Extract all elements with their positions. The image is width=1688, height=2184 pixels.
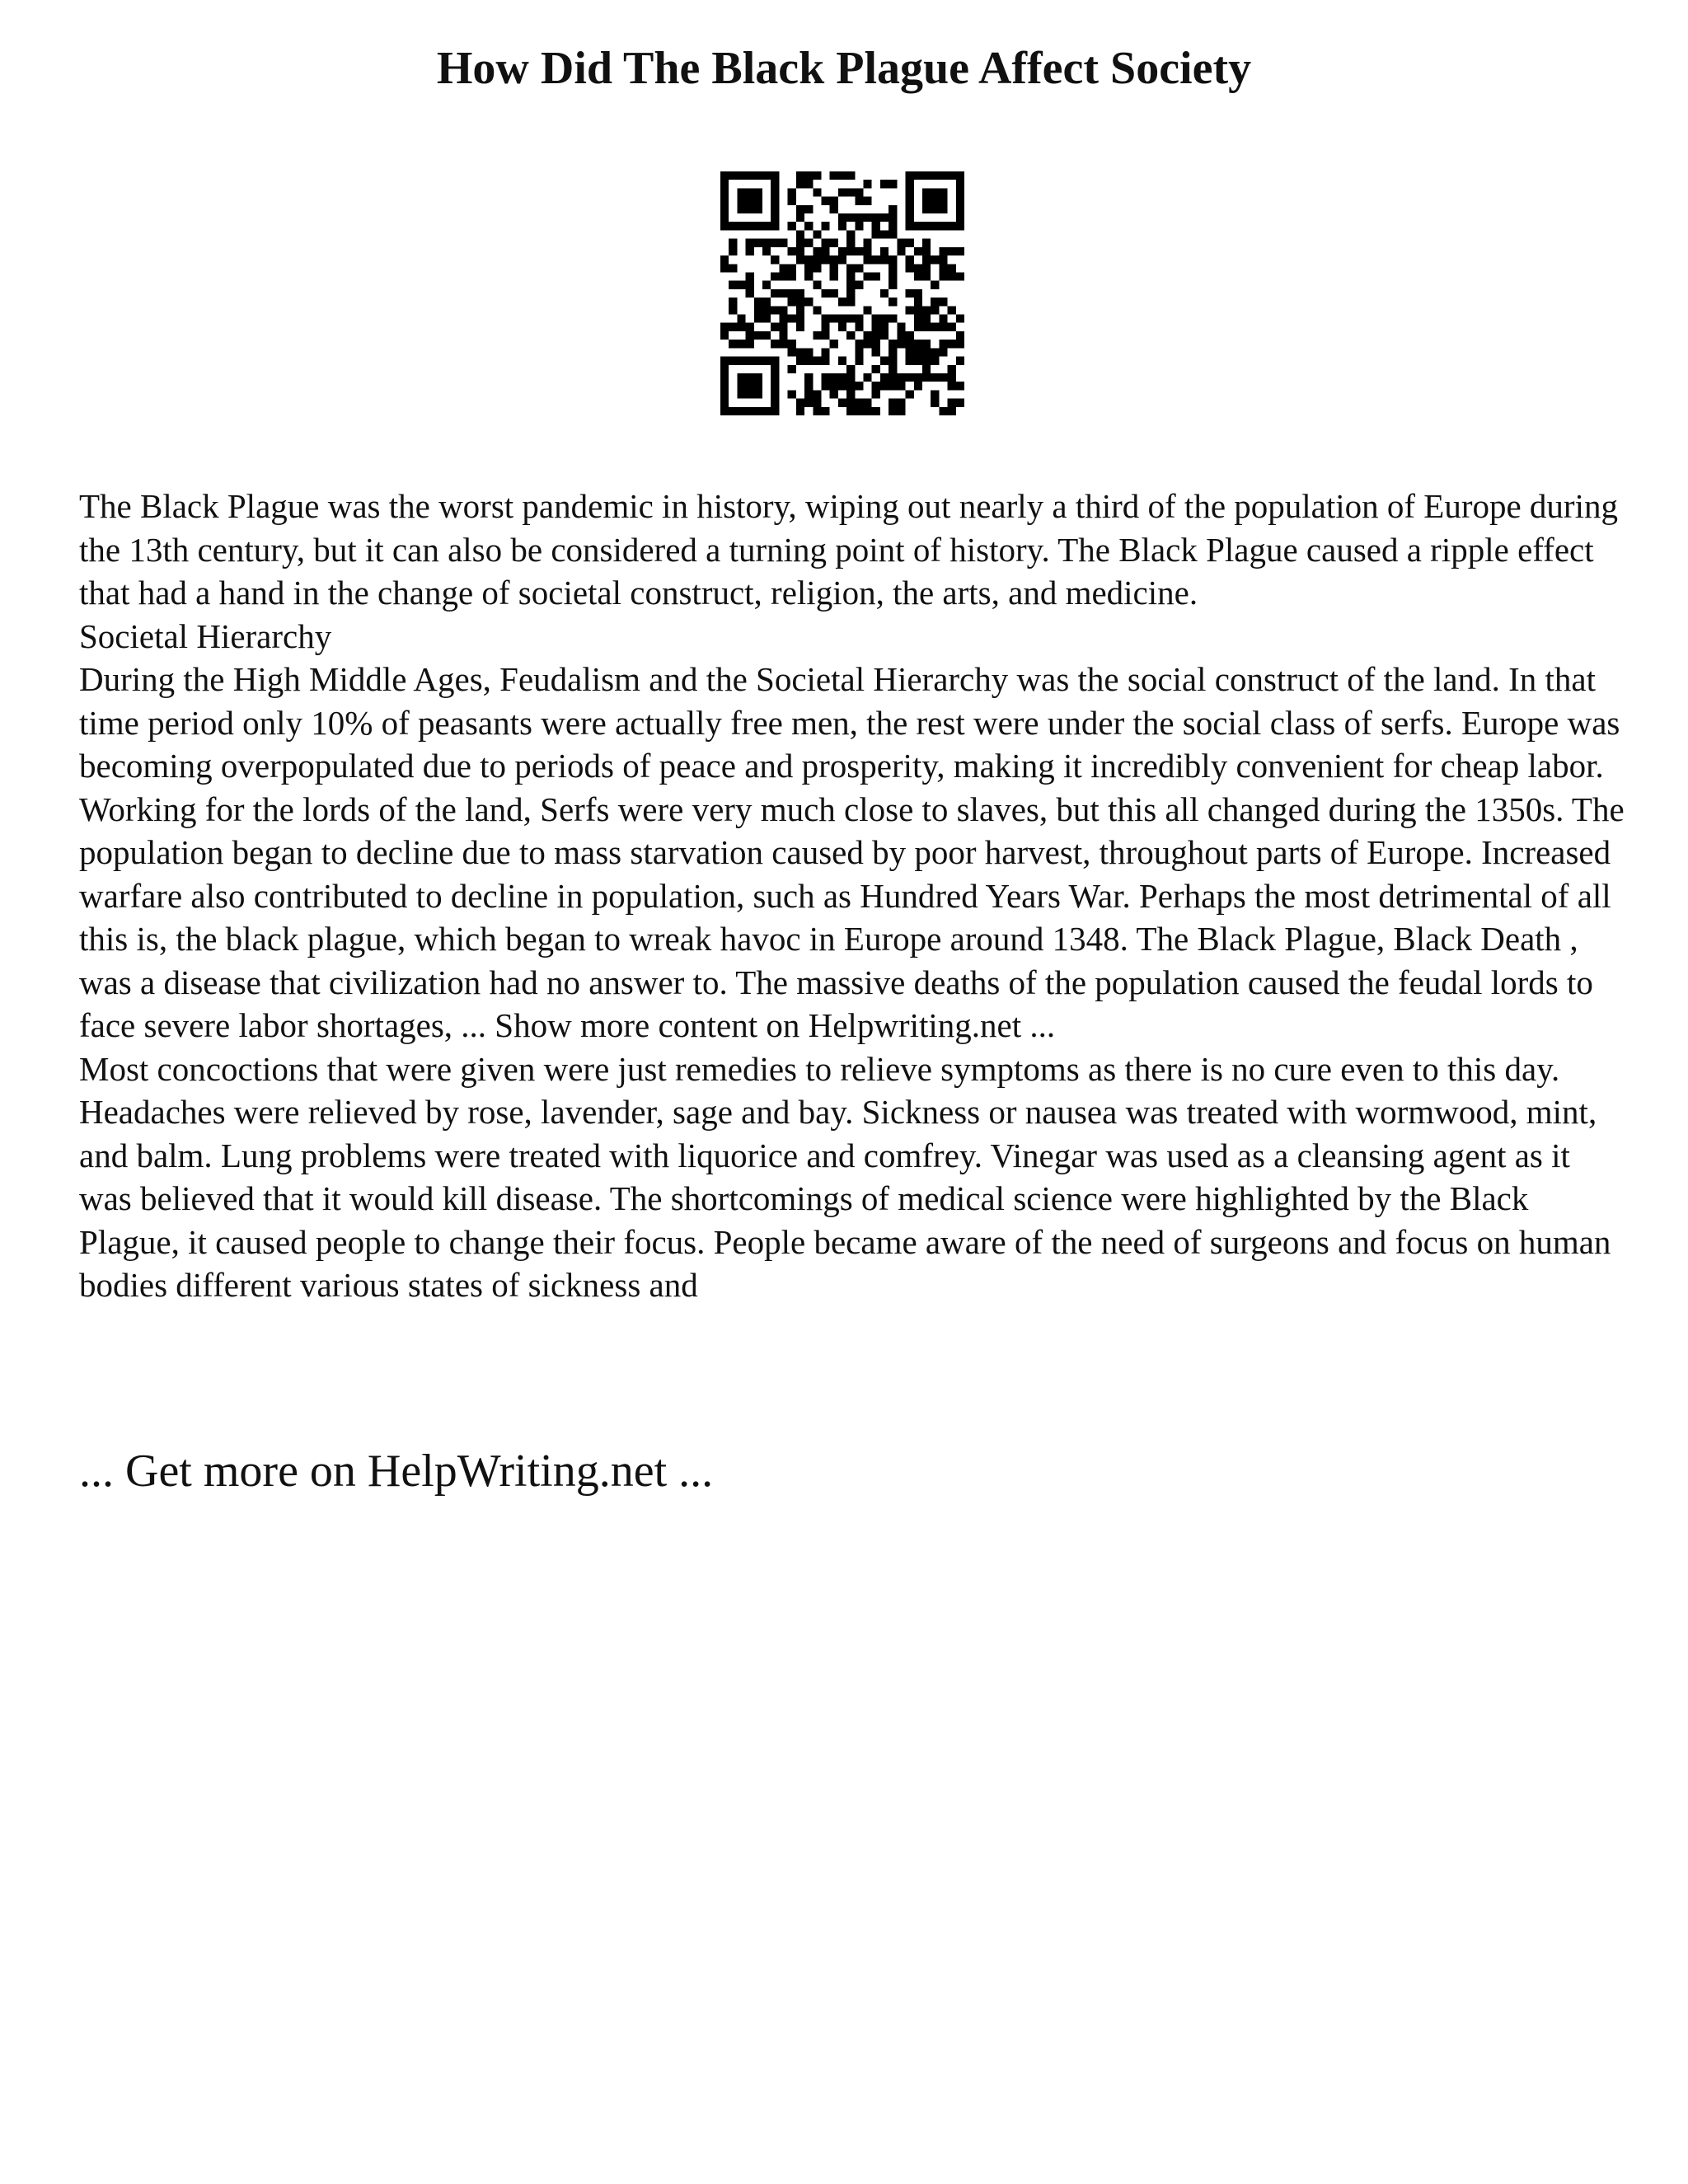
hierarchy-paragraph: During the High Middle Ages, Feudalism and the Societal Hierarchy was the social construct of the land. In that time period only 10% of peasants were actually free men, the rest were under the social class of serfs. Europe was becoming overpopulated due to periods of peace and prosperity, making it incredibly convenient for cheap labor. Working for the lords of the land, Serfs were very much close to slaves, but this all changed during the 1350s. The population began to decline due to mass starvation caused by poor harvest, throughout parts of Europe. Increased warfare also contributed to decline in population, such as Hundred Years War. Perhaps the most detrimental of all this is, the black plague, which began to wreak havoc in Europe around 1348. The Black Plague, Black Death , was a disease that civilization had no answer to. The massive deaths of the population caused the feudal lords to face severe labor shortages, ... Show more content on Helpwriting.net ... bbox=[79, 660, 1625, 1044]
intro-paragraph: The Black Plague was the worst pandemic in history, wiping out nearly a third of the population of Europe during the 13th century, but it can also be considered a turning point of history. The Black Plague caused a ripple effect that had a hand in the change of societal construct, religion, the arts, and medicine. bbox=[79, 487, 1618, 612]
medicine-paragraph: Most concoctions that were given were just remedies to relieve symptoms as there is no cure even to this day. Headaches were relieved by rose, lavender, sage and bay. Sickness or nausea was treated with wormwood, mint, and balm. Lung problems were treated with liquorice and comfrey. Vinegar was used as a cleansing agent as it was believed that it would kill disease. The shortcomings of medical science were highlighted by the Black Plague, it caused people to change their focus. People became aware of the need of surgeons and focus on human bodies different various states of sickness and bbox=[79, 1049, 1611, 1304]
qr-code-icon bbox=[720, 171, 964, 415]
section-heading: Societal Hierarchy bbox=[79, 616, 332, 655]
article-body bbox=[79, 485, 1629, 1307]
get-more-link[interactable]: ... Get more on HelpWriting.net ... bbox=[79, 1446, 714, 1497]
document-title: How Did The Black Plague Affect Society bbox=[436, 43, 1252, 94]
